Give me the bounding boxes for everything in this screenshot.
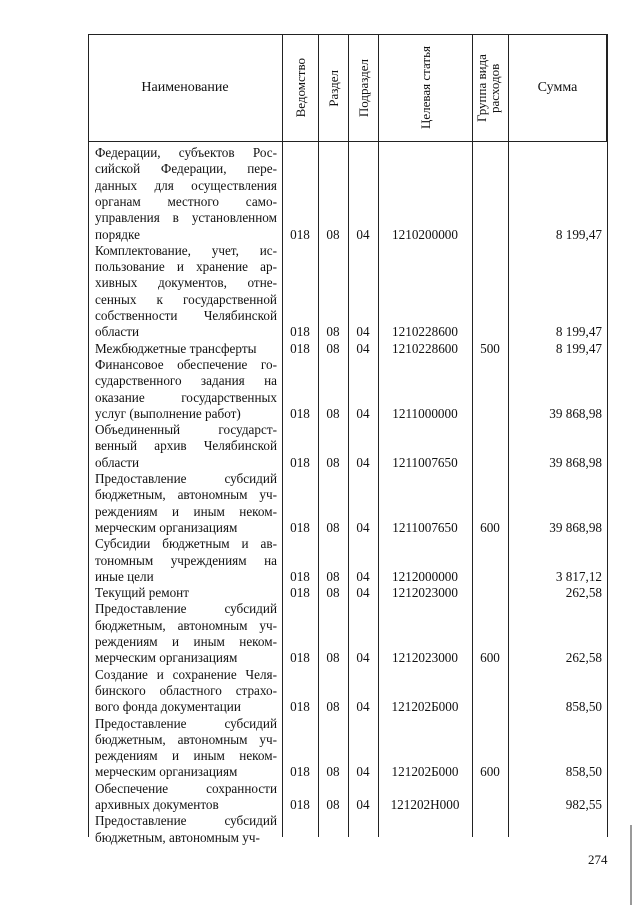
row-celevaya: 1212023000: [392, 650, 458, 666]
row-name-line: порядке: [95, 226, 140, 242]
row-name-line: бюджетным, автономным уч-: [95, 829, 260, 845]
row-name-line: вого фонда документации: [95, 699, 241, 715]
page-number: 274: [588, 852, 608, 867]
row-name-line: Создание и сохранение Челя-: [95, 666, 277, 682]
row-name-line: Текущий ремонт: [95, 585, 189, 601]
row-name-line: Комплектование, учет, ис-: [95, 242, 277, 258]
row-gruppa: 600: [480, 519, 500, 535]
row-name-line: хивных документов, отне-: [95, 275, 277, 291]
row-name-line: Межбюджетные трансферты: [95, 340, 257, 356]
row-summa: 8 199,47: [555, 324, 602, 340]
row-name-line: Федерации, субъектов Рос-: [95, 145, 277, 160]
row-razdel: 08: [326, 568, 340, 584]
col-rule-name: [282, 34, 283, 837]
row-vedomstvo: 018: [290, 340, 310, 356]
row-summa: 8 199,47: [555, 340, 602, 356]
row-celevaya: 1212023000: [392, 585, 458, 601]
row-name-line: бюджетным, автономным уч-: [95, 731, 277, 747]
row-name-line: данных для осуществления: [95, 177, 277, 193]
row-name-line: мерческим организациям: [95, 764, 238, 780]
row-celevaya: 121202Б000: [391, 699, 459, 715]
row-vedomstvo: 018: [290, 454, 310, 470]
row-name-line: оказание государственных: [95, 389, 277, 405]
header-gruppa: [472, 34, 508, 142]
col-rule-pod: [378, 34, 379, 837]
row-name-line: Предоставление субсидий: [95, 601, 277, 617]
header-vedomstvo-text: Ведомство: [292, 58, 308, 118]
row-name-line: Объединенный государст-: [95, 422, 277, 438]
row-vedomstvo: 018: [290, 405, 310, 421]
row-podrazdel: 04: [356, 454, 370, 470]
row-name-line: сенных к государственной: [95, 291, 277, 307]
header-podrazdel: [348, 34, 378, 142]
row-celevaya: 121202Н000: [390, 797, 460, 812]
header-razdel: [318, 34, 348, 142]
row-summa: 39 868,98: [549, 405, 602, 421]
row-vedomstvo: 018: [290, 519, 310, 535]
row-celevaya: 1211007650: [392, 519, 458, 535]
row-name-line: мерческим организациям: [95, 519, 238, 535]
row-podrazdel: 04: [356, 585, 370, 601]
row-celevaya: 1210228600: [392, 340, 458, 356]
row-summa: 262,58: [565, 585, 602, 601]
row-razdel: 08: [326, 405, 340, 421]
row-celevaya: 121202Б000: [391, 764, 459, 780]
row-podrazdel: 04: [356, 519, 370, 535]
row-name-line: Субсидии бюджетным и ав-: [95, 536, 277, 552]
row-razdel: 08: [326, 454, 340, 470]
row-name-line: пользование и хранение ар-: [95, 259, 277, 275]
row-name-line: собственности Челябинской: [95, 308, 277, 323]
scan-edge-mark: [630, 825, 632, 905]
row-vedomstvo: 018: [290, 699, 310, 715]
row-razdel: 08: [326, 585, 340, 601]
row-name-line: управления в установленном: [95, 210, 277, 226]
row-vedomstvo: 018: [290, 568, 310, 584]
row-podrazdel: 04: [356, 340, 370, 356]
row-vedomstvo: 018: [290, 764, 310, 780]
row-gruppa: 600: [480, 650, 500, 666]
header-summa: Сумма: [537, 80, 578, 95]
row-razdel: 08: [326, 340, 340, 356]
row-name-line: бинского областного страхо-: [95, 682, 277, 698]
row-podrazdel: 04: [356, 764, 370, 780]
row-name-line: Предоставление субсидий: [95, 813, 277, 829]
row-podrazdel: 04: [356, 568, 370, 584]
row-name-line: иные цели: [95, 568, 154, 584]
row-name-line: реждениям и иным неком-: [95, 634, 277, 649]
row-name-line: Предоставление субсидий: [95, 471, 277, 486]
row-name-line: сийской Федерации, пере-: [95, 161, 277, 177]
header-razdel-text: Раздел: [325, 69, 341, 107]
row-podrazdel: 04: [356, 699, 370, 715]
header-celevaya: [378, 34, 472, 142]
header-vedomstvo: [282, 34, 318, 142]
row-vedomstvo: 018: [290, 797, 310, 812]
row-name-line: венный архив Челябинской: [95, 438, 277, 454]
header-podrazdel-text: Подраздел: [355, 58, 371, 118]
row-summa: 39 868,98: [549, 454, 602, 470]
row-razdel: 08: [326, 764, 340, 780]
row-podrazdel: 04: [356, 650, 370, 666]
header-celevaya-text: Целевая статья: [417, 46, 433, 130]
row-name-line: сударственного задания на: [95, 373, 277, 389]
row-podrazdel: 04: [356, 797, 370, 812]
row-podrazdel: 04: [356, 405, 370, 421]
row-vedomstvo: 018: [290, 226, 310, 242]
row-name-line: Обеспечение сохранности: [95, 780, 277, 796]
col-rule-raz: [348, 34, 349, 837]
row-celevaya: 1211007650: [392, 454, 458, 470]
row-gruppa: 600: [480, 764, 500, 780]
row-summa: 858,50: [565, 699, 602, 715]
header-name: Наименование: [141, 80, 229, 95]
row-podrazdel: 04: [356, 324, 370, 340]
row-summa: 982,55: [565, 797, 602, 812]
row-name-line: архивных документов: [95, 797, 219, 812]
row-name-line: бюджетным, автономным уч-: [95, 487, 277, 503]
row-name-line: Финансовое обеспечение го-: [95, 356, 277, 372]
row-razdel: 08: [326, 324, 340, 340]
row-name-line: тономным учреждениям на: [95, 552, 277, 568]
col-rule-right: [607, 34, 608, 837]
col-rule-ved: [318, 34, 319, 837]
row-podrazdel: 04: [356, 226, 370, 242]
row-razdel: 08: [326, 650, 340, 666]
row-name-line: Предоставление субсидий: [95, 715, 277, 731]
row-gruppa: 500: [480, 340, 500, 356]
row-celevaya: 1212000000: [392, 568, 458, 584]
row-name-line: бюджетным, автономным уч-: [95, 617, 277, 633]
row-vedomstvo: 018: [290, 324, 310, 340]
row-celevaya: 1211000000: [392, 405, 458, 421]
row-razdel: 08: [326, 226, 340, 242]
row-name-line: реждениям и иным неком-: [95, 748, 277, 764]
row-vedomstvo: 018: [290, 585, 310, 601]
row-summa: 39 868,98: [549, 519, 602, 535]
row-razdel: 08: [326, 797, 340, 812]
row-name-line: реждениям и иным неком-: [95, 503, 277, 519]
row-celevaya: 1210228600: [392, 324, 458, 340]
row-razdel: 08: [326, 519, 340, 535]
row-summa: 3 817,12: [555, 568, 602, 584]
col-rule-cs: [472, 34, 473, 837]
col-rule-gvr: [508, 34, 509, 837]
row-name-line: услуг (выполнение работ): [95, 405, 241, 421]
row-celevaya: 1210200000: [392, 226, 458, 242]
row-summa: 858,50: [565, 764, 602, 780]
row-name-line: органам местного само-: [95, 193, 277, 209]
header-gruppa-text: Группа вида расходов: [474, 54, 502, 122]
row-name-line: мерческим организациям: [95, 650, 238, 666]
row-razdel: 08: [326, 699, 340, 715]
row-summa: 8 199,47: [555, 226, 602, 242]
row-vedomstvo: 018: [290, 650, 310, 666]
row-summa: 262,58: [565, 650, 602, 666]
row-name-line: области: [95, 454, 140, 470]
row-name-line: области: [95, 324, 140, 340]
col-rule-left: [88, 34, 89, 837]
